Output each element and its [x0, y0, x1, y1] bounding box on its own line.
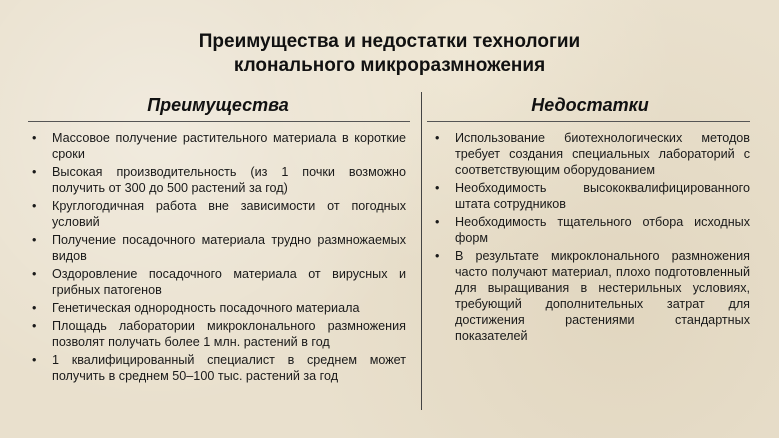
- advantages-item: [30, 232, 406, 264]
- column-divider: [421, 92, 422, 410]
- advantages-heading: Преимущества: [147, 95, 289, 115]
- disadvantages-heading-underline: [427, 121, 750, 122]
- advantages-list: [30, 130, 406, 386]
- disadvantages-list: [433, 130, 750, 346]
- advantages-item: [30, 130, 406, 162]
- advantages-item: [30, 352, 406, 384]
- bullet-icon: •: [32, 319, 37, 333]
- advantages-item: [30, 300, 406, 316]
- advantages-item-text: Получение посадочного материала трудно размножаемых видов: [52, 233, 406, 263]
- bullet-icon: •: [32, 267, 37, 281]
- slide-title-line-2: клонального микроразмножения: [233, 55, 546, 76]
- slide-title: [0, 30, 779, 78]
- advantages-item: [30, 198, 406, 230]
- advantages-item: [30, 266, 406, 298]
- disadvantages-item-text: Использование биотехнологических методов требует создания специальных лабораторий с соответствующим оборудованием: [455, 131, 750, 177]
- advantages-item-text: Генетическая однородность посадочного материала: [52, 301, 360, 315]
- bullet-icon: •: [435, 249, 440, 263]
- advantages-item-text: Площадь лаборатории микроклонального размножения позволят получать более 1 млн. растений в год: [52, 319, 406, 349]
- advantages-item-text: Оздоровление посадочного материала от вирусных и грибных патогенов: [52, 267, 406, 297]
- disadvantages-item-text: В результате микроклонального размножения часто получают материал, плохо подготовленный для выращивания в нестерильных условиях, требующий дополнительных затрат для достижения растениями стандартных показателей: [455, 249, 750, 343]
- disadvantages-item: [433, 248, 750, 344]
- disadvantages-item: [433, 130, 750, 178]
- bullet-icon: •: [32, 165, 37, 179]
- advantages-item-text: 1 квалифицированный специалист в среднем может получить в среднем 50–100 тыс. растений за год: [52, 353, 406, 383]
- bullet-icon: •: [32, 199, 37, 213]
- bullet-icon: •: [435, 215, 440, 229]
- disadvantages-item-text: Необходимость высококвалифицированного штата сотрудников: [455, 181, 750, 211]
- advantages-heading-underline: [28, 121, 410, 122]
- advantages-item: [30, 318, 406, 350]
- advantages-item-text: Высокая производительность (из 1 почки возможно получить от 300 до 500 растений за год): [52, 165, 406, 195]
- bullet-icon: •: [32, 301, 37, 315]
- bullet-icon: •: [32, 233, 37, 247]
- disadvantages-item: [433, 180, 750, 212]
- slide-title-line-1: Преимущества и недостатки технологии: [198, 31, 581, 52]
- bullet-icon: •: [435, 131, 440, 145]
- bullet-icon: •: [435, 181, 440, 195]
- disadvantages-item: [433, 214, 750, 246]
- advantages-item-text: Круглогодичная работа вне зависимости от погодных условий: [52, 199, 406, 229]
- bullet-icon: •: [32, 131, 37, 145]
- disadvantages-heading: Недостатки: [531, 95, 649, 115]
- bullet-icon: •: [32, 353, 37, 367]
- disadvantages-item-text: Необходимость тщательного отбора исходных форм: [455, 215, 750, 245]
- advantages-item: [30, 164, 406, 196]
- advantages-item-text: Массовое получение растительного материала в короткие сроки: [52, 131, 406, 161]
